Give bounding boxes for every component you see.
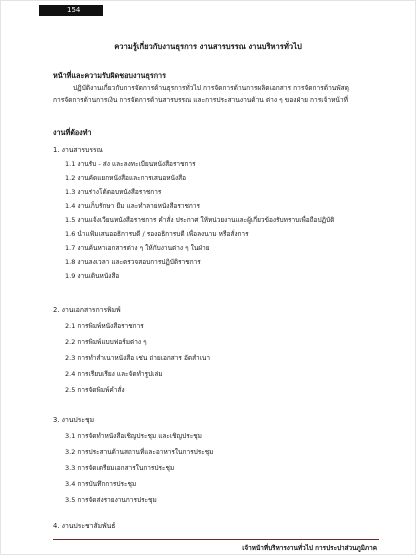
- list-item: 2.4 การเรียบเรียง และจัดทำรูปเล่ม: [65, 370, 163, 378]
- list-item: 1.5 งานแจ้งเวียนหนังสือราชการ คำสั่ง ประกาศ ให้หน่วยงานและผู้เกี่ยวข้องรับทราบเพื่อถือปฏิบัติ: [65, 216, 335, 224]
- list-item: 2.2 การพิมพ์แบบฟอร์มต่าง ๆ: [65, 338, 147, 346]
- list-item: 1.9 งานเดินหนังสือ: [65, 272, 120, 280]
- section-title: 1. งานสารบรรณ: [53, 146, 103, 154]
- list-item: 2.1 การพิมพ์หนังสือราชการ: [65, 322, 144, 330]
- footer-text: เจ้าหน้าที่บริหารงานทั่วไป การประปาส่วนภูมิภาค: [242, 544, 377, 552]
- duties-heading: หน้าที่และความรับผิดชอบงานธุรการ: [53, 71, 166, 80]
- list-item: 3.3 การจัดเตรียมเอกสารในการประชุม: [65, 464, 175, 472]
- footer-divider: [53, 539, 379, 540]
- list-item: 1.1 งานรับ - ส่ง และลงทะเบียนหนังสือราชการ: [65, 160, 196, 168]
- list-item: 1.6 นำแฟ้มเสนออธิการบดี / รองอธิการบดี เพื่อลงนาม หรือสั่งการ: [65, 230, 249, 238]
- list-item: 1.4 งานเก็บรักษา ยืม และทำลายหนังสือราชการ: [65, 202, 200, 210]
- list-item: 1.2 งานคัดแยกหนังสือและการเสนอหนังสือ: [65, 174, 186, 182]
- duties-paragraph-line-2: การจัดการด้านการเงิน การจัดการด้านสารบรรณ และการประสานงานด้าน ต่าง ๆ ของฝ่าย การเจ้าหน้าที่: [53, 96, 348, 104]
- list-item: 3.5 การจัดส่งรายงานการประชุม: [65, 496, 157, 504]
- section-title: 4. งานประชาสัมพันธ์: [53, 522, 116, 530]
- list-item: 1.7 งานค้นหาเอกสารต่าง ๆ ให้กับงานต่าง ๆ ในฝ่าย: [65, 244, 210, 252]
- list-item: 2.5 การจัดพิมพ์คำสั่ง: [65, 386, 125, 394]
- section-title: 3. งานประชุม: [53, 416, 95, 424]
- list-item: 2.3 การทำสำเนาหนังสือ เช่น ถ่ายเอกสาร อัดสำเนา: [65, 354, 211, 362]
- list-item: 3.4 การบันทึกการประชุม: [65, 480, 137, 488]
- section-title: 2. งานเอกสารการพิมพ์: [53, 306, 121, 314]
- list-item: 3.2 การประสานด้านสถานที่และอาหารในการประชุม: [65, 448, 214, 456]
- page-title: ความรู้เกี่ยวกับงานธุรการ งานสารบรรณ งานบริหารทั่วไป: [114, 42, 302, 51]
- list-item: 1.3 งานร่างโต้ตอบหนังสือราชการ: [65, 188, 162, 196]
- page-number: 154: [39, 5, 103, 16]
- tasks-heading: งานที่ต้องทำ: [53, 128, 92, 137]
- duties-text-1: ปฏิบัติงานเกี่ยวกับการจัดการด้านธุรการทั่วไป การจัดการด้านการผลิตเอกสาร การจัดการด้านพัสดุ: [73, 84, 349, 92]
- list-item: 3.1 การจัดทำหนังสือเชิญประชุม และเชิญประชุม: [65, 432, 202, 440]
- list-item: 1.8 งานลงเวลา และตรวจสอบการปฏิบัติราชการ: [65, 258, 201, 266]
- duties-paragraph-line-1: [53, 82, 393, 94]
